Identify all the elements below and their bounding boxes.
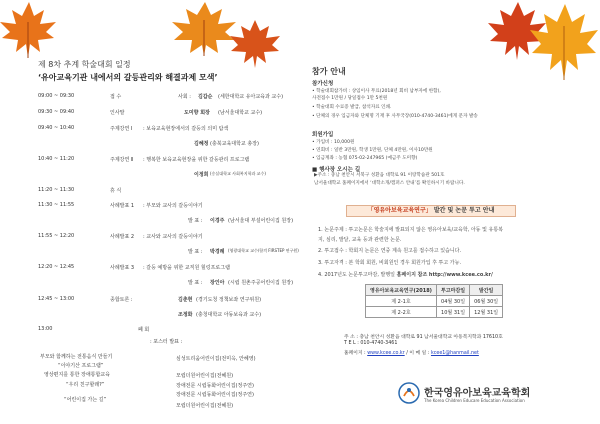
association-logo <box>398 382 420 404</box>
fee-line: • 단체의 경우 입금자와 단체명 기재 후 사무국장(010-4740-3461)에게 문자 발송 <box>312 114 478 119</box>
poster-presenter: 장애전문 시립동화어린이집(정주연) <box>176 392 254 398</box>
schedule-row: 12:45 ~ 13:00 종합토론 : 김춘현 (경기도청 정책보좌 연구위원) <box>38 296 262 303</box>
poster-title: “이야기산 프로그램” <box>58 363 104 369</box>
guide-line: 1. 논문주제 : 투고논문은 학술지에 발표되지 않은 영유아보육/교육학, 아동 및 유통복 <box>318 227 504 233</box>
schedule-row: 12:20 ~ 12:45 사례발표 3 : 갈등 예방을 위한 교직원 힐링프로그램 <box>38 264 230 271</box>
guide-line: 2. 투고접수 : 학회지 논문은 연중 계속 원고를 접수하고 있습니다. <box>318 248 462 254</box>
schedule-row: 10:40 ~ 11:20 주제강연 Ⅱ : 행복한 보육교육현장을 위한 갈등관리 프로그램 <box>38 156 250 163</box>
schedule-row: 발 표 : 이경주 (남서울대 부설어린이집 원장) <box>188 218 294 224</box>
table-row: 제 2-2호 10월 31일 12월 31일 <box>366 307 503 318</box>
maple-leaf-top-right-orange <box>530 0 600 82</box>
poster-section-label: : 포스터 발표 : <box>150 339 183 345</box>
event-title: 제 8차 추계 학술대회 일정 <box>38 60 131 69</box>
schedule-row: 발 표 : 박경례 (영광대학교 교수/합격 FIRSTEP 연구원) <box>188 248 299 255</box>
journal-banner-title: 「영유아보육교육연구」 <box>367 207 432 214</box>
fee-line: 사전접수 1만원 / 당일접수 1만 5천원 <box>312 96 388 101</box>
homepage-label: 홈페이지 참조 <box>396 272 428 278</box>
association-name-en: The Korea Children Educare Education Association <box>424 398 525 403</box>
footer-contact <box>344 349 479 356</box>
poster-title: 영상편지를 통한 장애통합교육 <box>44 372 110 378</box>
poster-presenter: 모립더원어린이집(전혜원) <box>176 403 234 409</box>
footer-address: 주 소 : 충남 천안시 성환읍 대학로 91 남서울대학교 아동복지학과 17610호 <box>344 335 503 340</box>
homepage-url[interactable]: http://www.kcee.co.kr/ <box>428 272 493 278</box>
association-name: 한국영유아보육교육학회 <box>424 388 531 399</box>
fee-line: • 학술대회참가비 : 상임이사 무료(2018년 회비 납부자에 한함), <box>312 89 441 94</box>
info-title: 참가 안내 <box>312 67 346 76</box>
publication-table <box>365 284 503 318</box>
member-line: • 가입비 : 10,000원 <box>312 140 355 145</box>
place-heading: ■ 행사장 오시는 길 <box>312 167 361 173</box>
event-subtitle: ‘유아교육기관 내에서의 갈등관리와 해결과제 모색’ <box>38 73 218 82</box>
schedule-row: 09:40 ~ 10:40 주제강연 Ⅰ : 보육교육현장에서의 갈등의 의미 탐색 <box>38 125 229 132</box>
schedule-row: 13:00 폐 회 <box>38 326 150 333</box>
table-header: 영유아보육교육연구(2018) <box>366 285 437 296</box>
fee-line: • 학술대회 수료증 발급, 참석자료 인쇄. <box>312 105 392 110</box>
place-line: ▶주소 : 충남 천안시 서북구 성환읍 대학로 91 이랑학습관 501호 <box>314 173 445 178</box>
schedule-row: 11:30 ~ 11:55 사례발표 1 : 부모와 교사의 갈등이야기 <box>38 202 203 209</box>
member-line: • 입금계좌 : 농협 075-02-247965 (예금주 도미향) <box>312 156 418 161</box>
footer-mail-link[interactable]: kcee1@hanmail.net <box>430 351 479 356</box>
journal-banner-text: 발간 및 논문 투고 안내 <box>433 207 495 214</box>
place-line: 남서울대학교 홈페이지에서 ‘대학소개/캠퍼스 안내’를 확인하시기 바랍니다. <box>314 181 465 186</box>
maple-leaf-top-left <box>0 0 58 60</box>
journal-banner <box>346 205 516 217</box>
schedule-row: 조정화 (충청대학교 아동보육과 교수) <box>178 312 262 318</box>
schedule-row: 이정희 (숭실대학교 사회복지학과 교수) <box>194 171 266 178</box>
guide-deadline-text: 4. 2017년도 논문투고마감, 발행일 <box>318 272 397 278</box>
schedule-row: 김혜정 (충북교육대학교 총장) <box>194 141 259 147</box>
schedule-row: 09:00 ~ 09:30 접 수 사회 : 김갑순 (세한대학교 유아교육과 교수) <box>38 93 284 100</box>
poster-title: “어린이집 가는 길” <box>64 397 107 403</box>
guide-line <box>318 271 493 278</box>
table-row: 제 2-1호 04월 30일 06월 30일 <box>366 296 503 307</box>
poster-title: 부모와 함께하는 전통음식 만들기 <box>40 354 113 360</box>
footer-tel: T E L : 010-4740-3461 <box>344 341 398 346</box>
member-line: • 연회비 : 일반 3만원, 학생 1만원, 단체 4만원, 이사10만원 <box>312 148 433 153</box>
table-header-row <box>366 285 503 296</box>
footer-mail-label: / 이 메 일 : <box>406 351 431 356</box>
footer-web-label: 홈페이지 : <box>344 351 368 356</box>
footer-web-link[interactable]: www.kcee.co.kr <box>367 351 405 356</box>
guide-line: 3. 투고자격 : 본 학회 회원, 비회원인 경우 회원가입 후 투고 가능. <box>318 260 462 266</box>
member-heading: 회원가입 <box>312 132 334 138</box>
poster-presenter: 모립더원어린이집(전혜원) <box>176 373 234 379</box>
schedule-row: 발 표 : 장인아 (시립 원촌주공어린이집 원장) <box>188 280 294 286</box>
guide-line: 지, 심리, 발달, 교육 등과 관련한 논문. <box>318 237 402 243</box>
schedule-row: 09:30 ~ 09:40 인사말 도미향 회장 (남서울대학교 교수) <box>38 109 263 116</box>
poster-presenter: 장애전문 시립동화어린이집(정주연) <box>176 383 254 389</box>
table-header: 발간일 <box>470 285 503 296</box>
poster-title: “우리 친구할래?” <box>66 382 105 388</box>
schedule-row: 11:55 ~ 12:20 사례발표 2 : 교사와 교사의 갈등이야기 <box>38 233 203 240</box>
schedule-row: 11:20 ~ 11:30 휴 식 <box>38 187 122 194</box>
maple-leaf-mid <box>228 18 282 70</box>
table-header: 투고마감일 <box>436 285 469 296</box>
fee-heading: 참가신청 <box>312 81 334 87</box>
poster-presenter: 심성트리움어린이집(전미옥, 안혜영) <box>176 356 256 362</box>
